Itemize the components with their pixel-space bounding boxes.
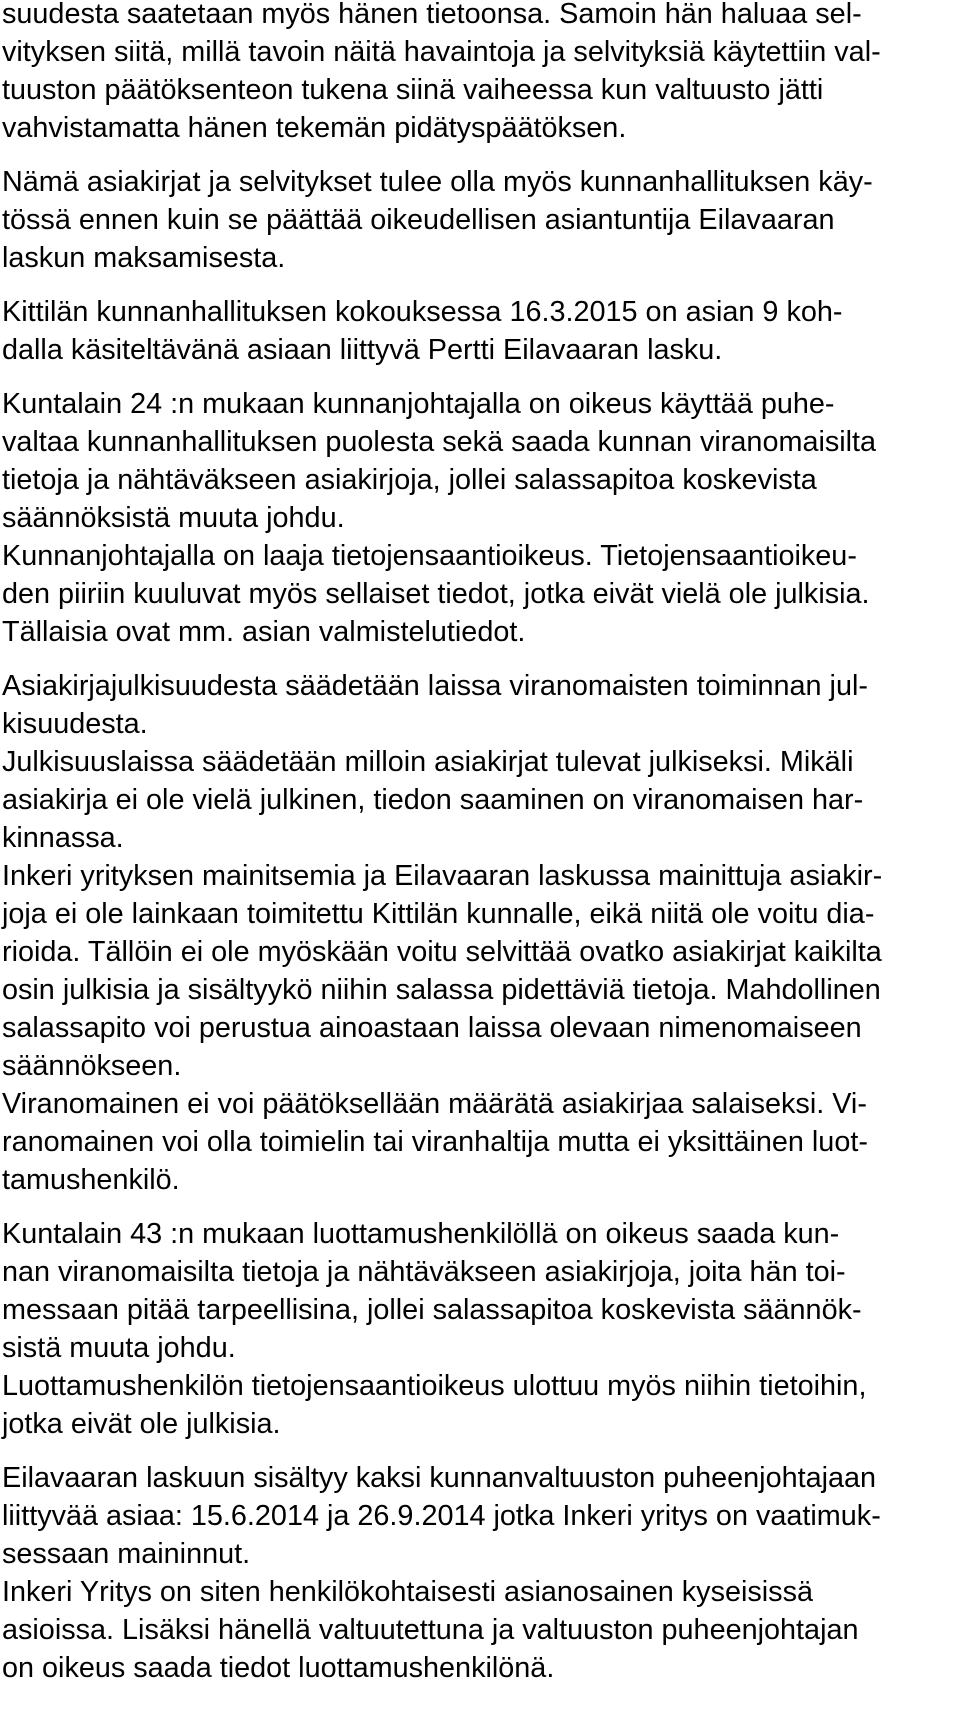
text-line: sistä muuta johdu. — [2, 1332, 236, 1364]
text-line: Kuntalain 43 :n mukaan luottamushenkilöllä on oikeus saada kun- — [2, 1218, 840, 1250]
text-line: on oikeus saada tiedot luottamushenkilönä. — [2, 1652, 555, 1684]
text-line: Inkeri Yritys on siten henkilökohtaisesti asianosainen kyseisissä — [2, 1576, 813, 1608]
text-line: vityksen siitä, millä tavoin näitä havaintoja ja selvityksiä käytettiin val- — [2, 36, 881, 68]
text-line: liittyvää asiaa: 15.6.2014 ja 26.9.2014 jotka Inkeri yritys on vaatimuk- — [2, 1500, 881, 1532]
text-line: laskun maksamisesta. — [2, 242, 286, 274]
text-line: valtaa kunnanhallituksen puolesta sekä saada kunnan viranomaisilta — [2, 426, 877, 458]
text-line: Nämä asiakirjat ja selvitykset tulee olla myös kunnanhallituksen käy- — [2, 166, 873, 198]
text-line: kinnassa. — [2, 822, 124, 854]
text-line: ranomainen voi olla toimielin tai viranhaltija mutta ei yksittäinen luot- — [2, 1126, 868, 1158]
text-line: messaan pitää tarpeellisina, jollei salassapitoa koskevista säännök- — [2, 1294, 862, 1326]
text-line: tietoja ja nähtäväkseen asiakirjoja, jollei salassapitoa koskevista — [2, 464, 817, 496]
text-line: Kittilän kunnanhallituksen kokouksessa 16.3.2015 on asian 9 koh- — [2, 296, 843, 328]
text-line: den piiriin kuuluvat myös sellaiset tiedot, jotka eivät vielä ole julkisia. — [2, 578, 870, 610]
text-line: nan viranomaisilta tietoja ja nähtäväkseen asiakirjoja, joita hän toi- — [2, 1256, 846, 1288]
text-line: Inkeri yrityksen mainitsemia ja Eilavaaran laskussa mainittuja asiakir- — [2, 860, 883, 892]
text-line: Luottamushenkilön tietojensaantioikeus ulottuu myös niihin tietoihin, — [2, 1370, 867, 1402]
text-line: jotka eivät ole julkisia. — [2, 1408, 281, 1440]
text-line: sessaan maininnut. — [2, 1538, 251, 1570]
text-line: osin julkisia ja sisältyykö niihin salassa pidettäviä tietoja. Mahdollinen — [2, 974, 881, 1006]
text-line: tuuston päätöksenteon tukena siinä vaiheessa kun valtuusto jätti — [2, 74, 824, 106]
text-line: tössä ennen kuin se päättää oikeudellisen asiantuntija Eilavaaran — [2, 204, 835, 236]
text-line: säännökseen. — [2, 1050, 182, 1082]
text-line: salassapito voi perustua ainoastaan laissa olevaan nimenomaiseen — [2, 1012, 862, 1044]
text-line: kisuudesta. — [2, 708, 148, 740]
text-line: dalla käsiteltävänä asiaan liittyvä Pertti Eilavaaran lasku. — [2, 334, 723, 366]
text-line: rioida. Tällöin ei ole myöskään voitu selvittää ovatko asiakirjat kaikilta — [2, 936, 882, 968]
text-line: Tällaisia ovat mm. asian valmistelutiedot. — [2, 616, 526, 648]
text-line: säännöksistä muuta johdu. — [2, 502, 345, 534]
text-line: tamushenkilö. — [2, 1164, 180, 1196]
text-line: Asiakirjajulkisuudesta säädetään laissa viranomaisten toiminnan jul- — [2, 670, 868, 702]
text-line: Julkisuuslaissa säädetään milloin asiakirjat tulevat julkiseksi. Mikäli — [2, 746, 854, 778]
text-line: Kuntalain 24 :n mukaan kunnanjohtajalla on oikeus käyttää puhe- — [2, 388, 835, 420]
text-line: asioissa. Lisäksi hänellä valtuutettuna ja valtuuston puheenjohtajan — [2, 1614, 859, 1646]
text-line: joja ei ole lainkaan toimitettu Kittilän kunnalle, eikä niitä ole voitu dia- — [2, 898, 875, 930]
text-line: suudesta saatetaan myös hänen tietoonsa. Samoin hän haluaa sel- — [2, 0, 862, 30]
text-line: Viranomainen ei voi päätöksellään määrätä asiakirjaa salaiseksi. Vi- — [2, 1088, 867, 1120]
text-line: vahvistamatta hänen tekemän pidätyspäätöksen. — [2, 112, 627, 144]
text-line: Eilavaaran laskuun sisältyy kaksi kunnanvaltuuston puheenjohtajaan — [2, 1462, 877, 1494]
text-line: asiakirja ei ole vielä julkinen, tiedon saaminen on viranomaisen har- — [2, 784, 864, 816]
text-line: Kunnanjohtajalla on laaja tietojensaantioikeus. Tietojensaantioikeu- — [2, 540, 857, 572]
